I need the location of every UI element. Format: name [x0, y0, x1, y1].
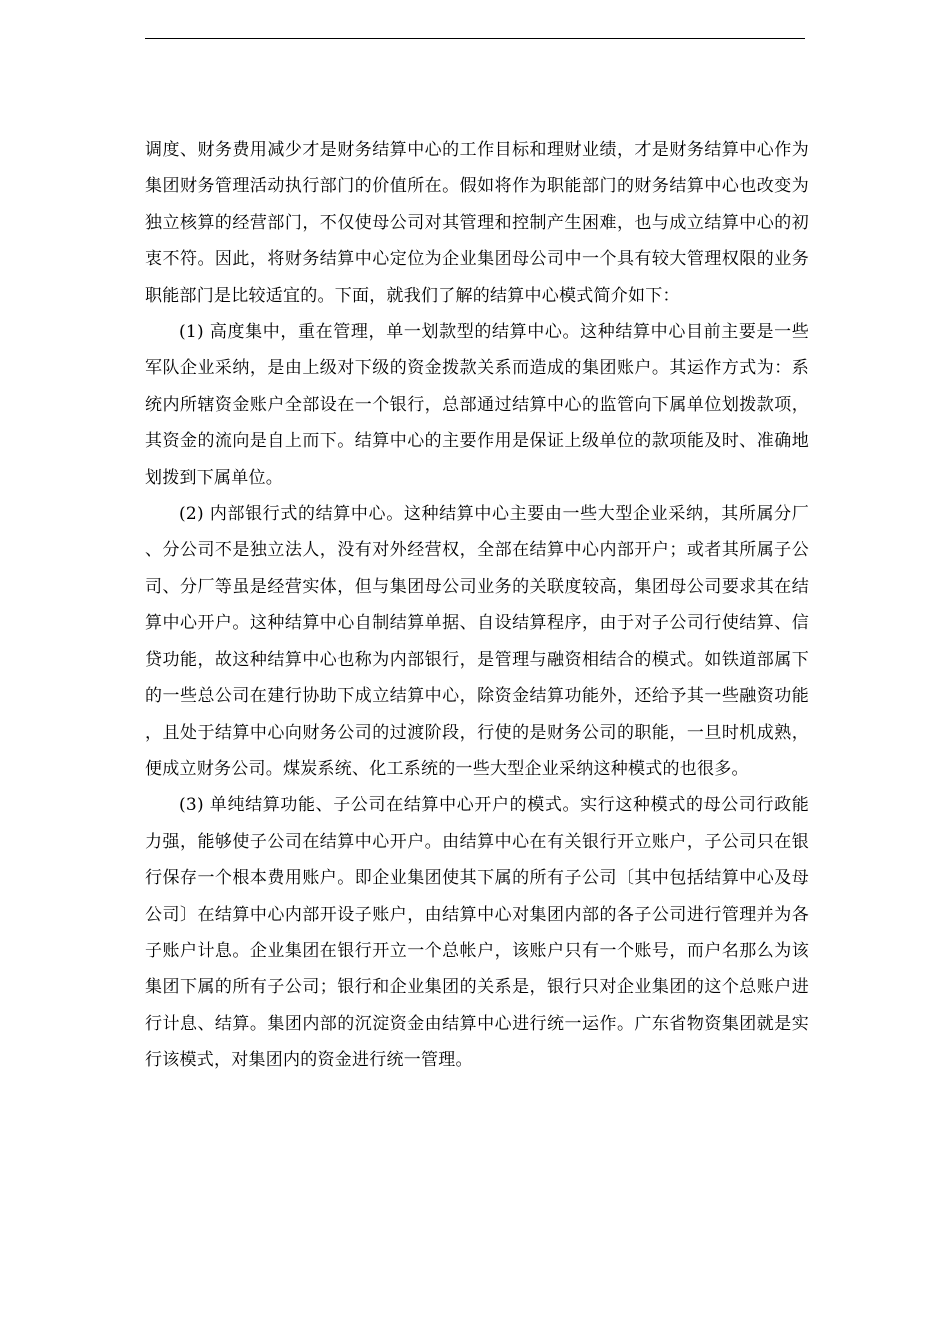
document-body [145, 132, 809, 1079]
header-rule [145, 38, 805, 39]
paragraph-mode-1: (1) 高度集中，重在管理，单一划款型的结算中心。这种结算中心目前主要是一些军队企业采纳，是由上级对下级的资金拨款关系而造成的集团账户。其运作方式为：系统内所辖资金账户全部设在一个银行，总部通过结算中心的监管向下属单位划拨款项，其资金的流向是自上而下。结算中心的主要作用是保证上级单位的款项能及时、准确地划拨到下属单位。 [145, 322, 809, 488]
paragraph-intro: 调度、财务费用减少才是财务结算中心的工作目标和理财业绩，才是财务结算中心作为集团财务管理活动执行部门的价值所在。假如将作为职能部门的财务结算中心也改变为独立核算的经营部门，不仅使母公司对其管理和控制产生困难，也与成立结算中心的初衷不符。因此，将财务结算中心定位为企业集团母公司中一个具有较大管理权限的业务职能部门是比较适宜的。下面，就我们了解的结算中心模式简介如下： [145, 140, 809, 306]
paragraph-mode-2: (2) 内部银行式的结算中心。这种结算中心主要由一些大型企业采纳，其所属分厂、分公司不是独立法人，没有对外经营权，全部在结算中心内部开户；或者其所属子公司、分厂等虽是经营实体，但与集团母公司业务的关联度较高，集团母公司要求其在结算中心开户。这种结算中心自制结算单据、自设结算程序，由于对子公司行使结算、信贷功能，故这种结算中心也称为内部银行，是管理与融资相结合的模式。如铁道部属下的一些总公司在建行协助下成立结算中心，除资金结算功能外，还给予其一些融资功能，且处于结算中心向财务公司的过渡阶段，行使的是财务公司的职能，一旦时机成熟，便成立财务公司。煤炭系统、化工系统的一些大型企业采纳这种模式的也很多。 [145, 504, 809, 779]
paragraph-mode-3: (3) 单纯结算功能、子公司在结算中心开户的模式。实行这种模式的母公司行政能力强，能够使子公司在结算中心开户。由结算中心在有关银行开立账户，子公司只在银行保存一个根本费用账户。即企业集团使其下属的所有子公司〔其中包括结算中心及母公司〕在结算中心内部开设子账户，由结算中心对集团内部的各子公司进行管理并为各子账户计息。企业集团在银行开立一个总帐户，该账户只有一个账号，而户名那么为该集团下属的所有子公司；银行和企业集团的关系是，银行只对企业集团的这个总账户进行计息、结算。集团内部的沉淀资金由结算中心进行统一运作。广东省物资集团就是实行该模式，对集团内的资金进行统一管理。 [145, 795, 809, 1071]
